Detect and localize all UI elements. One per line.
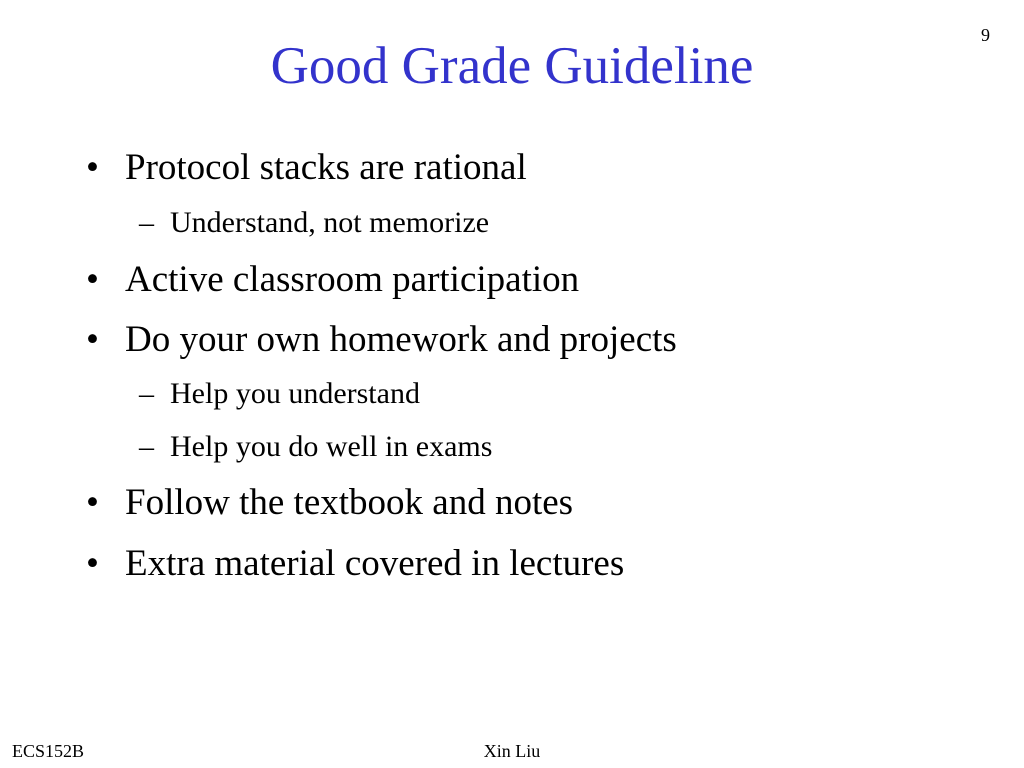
bullet-marker: • [86, 319, 99, 360]
sub-bullet-text: Help you understand [170, 377, 420, 410]
sub-bullet-marker: – [139, 206, 154, 239]
sub-bullet-text: Understand, not memorize [170, 206, 490, 239]
sub-bullet-marker: – [139, 430, 154, 463]
bullet-marker: • [86, 147, 99, 188]
bullet-text: Active classroom participation [125, 259, 580, 300]
bullet-marker: • [86, 543, 99, 584]
sub-bullet-text: Help you do well in exams [170, 430, 493, 463]
bullet-text: Follow the textbook and notes [125, 482, 574, 523]
bullet-item [86, 481, 573, 525]
bullet-item [86, 258, 579, 302]
footer-course: ECS152B [12, 741, 85, 761]
bullet-marker: • [86, 259, 99, 300]
slide-title: Good Grade Guideline [270, 37, 754, 95]
bullet-item [86, 542, 624, 586]
bullet-item [86, 318, 677, 362]
footer-author: Xin Liu [483, 741, 541, 761]
bullet-item [86, 146, 527, 190]
bullet-marker: • [86, 482, 99, 523]
slide-number: 9 [981, 25, 990, 45]
bullet-text: Extra material covered in lectures [125, 543, 625, 584]
bullet-text: Protocol stacks are rational [125, 147, 527, 188]
sub-bullet-item [139, 205, 489, 241]
sub-bullet-item [139, 429, 492, 465]
sub-bullet-marker: – [139, 377, 154, 410]
bullet-text: Do your own homework and projects [125, 319, 677, 360]
sub-bullet-item [139, 376, 420, 412]
